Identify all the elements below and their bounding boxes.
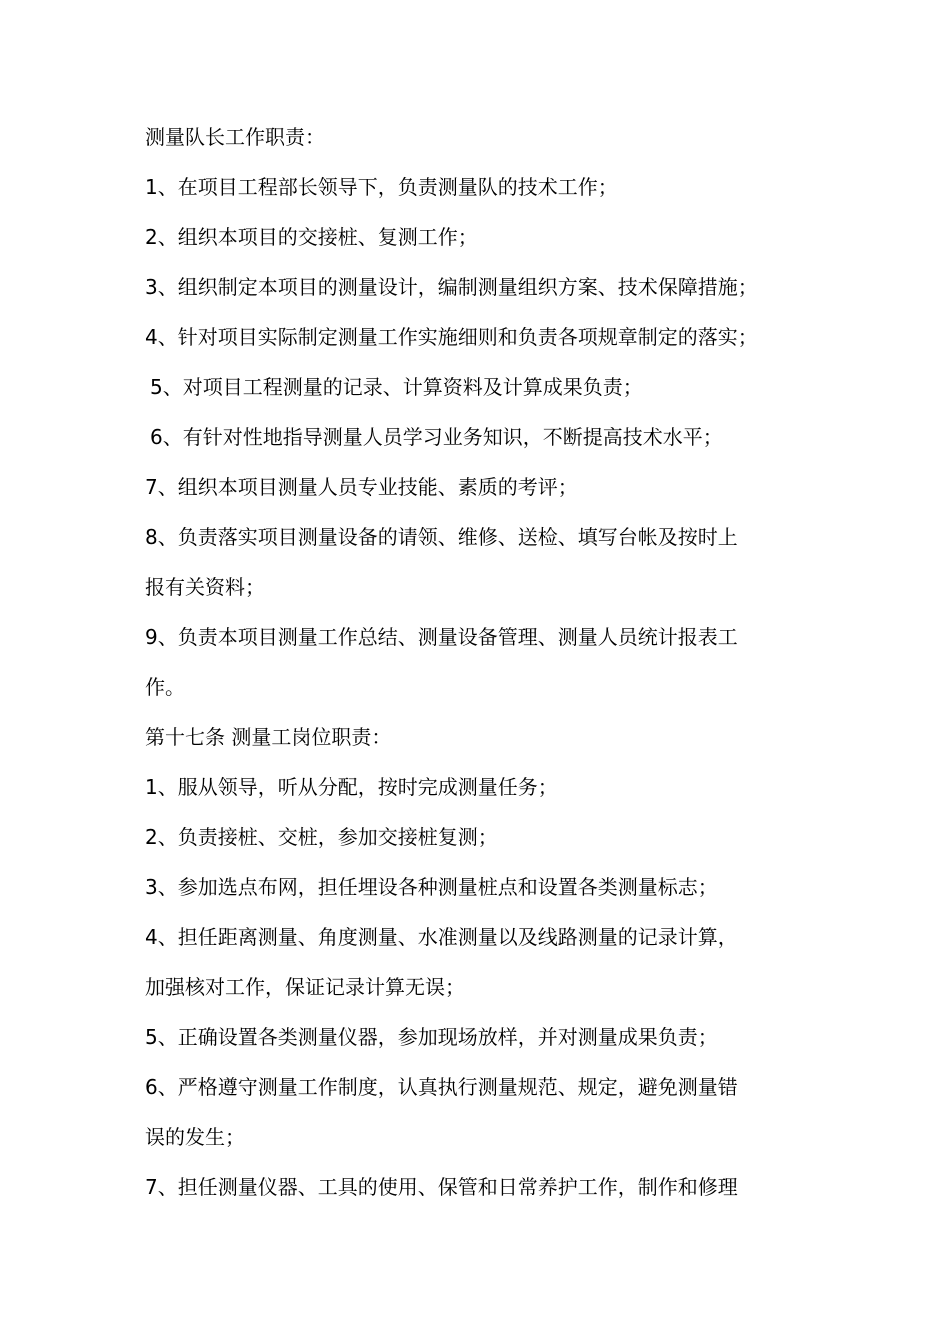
document-body xyxy=(145,112,815,1212)
paragraph-line: 7、组织本项目测量人员专业技能、素质的考评； xyxy=(145,475,578,499)
paragraph-line: 3、参加选点布网，担任埋设各种测量桩点和设置各类测量标志； xyxy=(145,875,718,899)
paragraph-line: 2、负责接桩、交桩，参加交接桩复测； xyxy=(145,825,498,849)
paragraph-line: 报有关资料； xyxy=(145,575,265,599)
paragraph-line: 4、针对项目实际制定测量工作实施细则和负责各项规章制定的落实； xyxy=(145,325,758,349)
paragraph-line: 7、担任测量仪器、工具的使用、保管和日常养护工作，制作和修理 xyxy=(145,1175,738,1199)
paragraph-line: 3、组织制定本项目的测量设计，编制测量组织方案、技术保障措施； xyxy=(145,275,758,299)
paragraph-line: 2、组织本项目的交接桩、复测工作； xyxy=(145,225,478,249)
paragraph-line: 6、有针对性地指导测量人员学习业务知识，不断提高技术水平； xyxy=(150,425,723,449)
paragraph-line: 9、负责本项目测量工作总结、测量设备管理、测量人员统计报表工 xyxy=(145,625,738,649)
paragraph-line: 1、在项目工程部长领导下，负责测量队的技术工作； xyxy=(145,175,618,199)
paragraph-line: 加强核对工作，保证记录计算无误； xyxy=(145,975,465,999)
paragraph-line: 5、正确设置各类测量仪器，参加现场放样，并对测量成果负责； xyxy=(145,1025,718,1049)
paragraph-line: 误的发生； xyxy=(145,1125,245,1149)
paragraph-line: 作。 xyxy=(145,675,185,699)
heading-surveyor-duties: 第十七条 测量工岗位职责： xyxy=(145,725,392,749)
paragraph-line: 1、服从领导，听从分配，按时完成测量任务； xyxy=(145,775,558,799)
paragraph-line: 6、严格遵守测量工作制度，认真执行测量规范、规定，避免测量错 xyxy=(145,1075,738,1099)
paragraph-line: 4、担任距离测量、角度测量、水准测量以及线路测量的记录计算， xyxy=(145,925,738,949)
heading-survey-captain: 测量队长工作职责： xyxy=(145,125,325,149)
paragraph-line: 5、对项目工程测量的记录、计算资料及计算成果负责； xyxy=(150,375,643,399)
paragraph-line: 8、负责落实项目测量设备的请领、维修、送检、填写台帐及按时上 xyxy=(145,525,738,549)
